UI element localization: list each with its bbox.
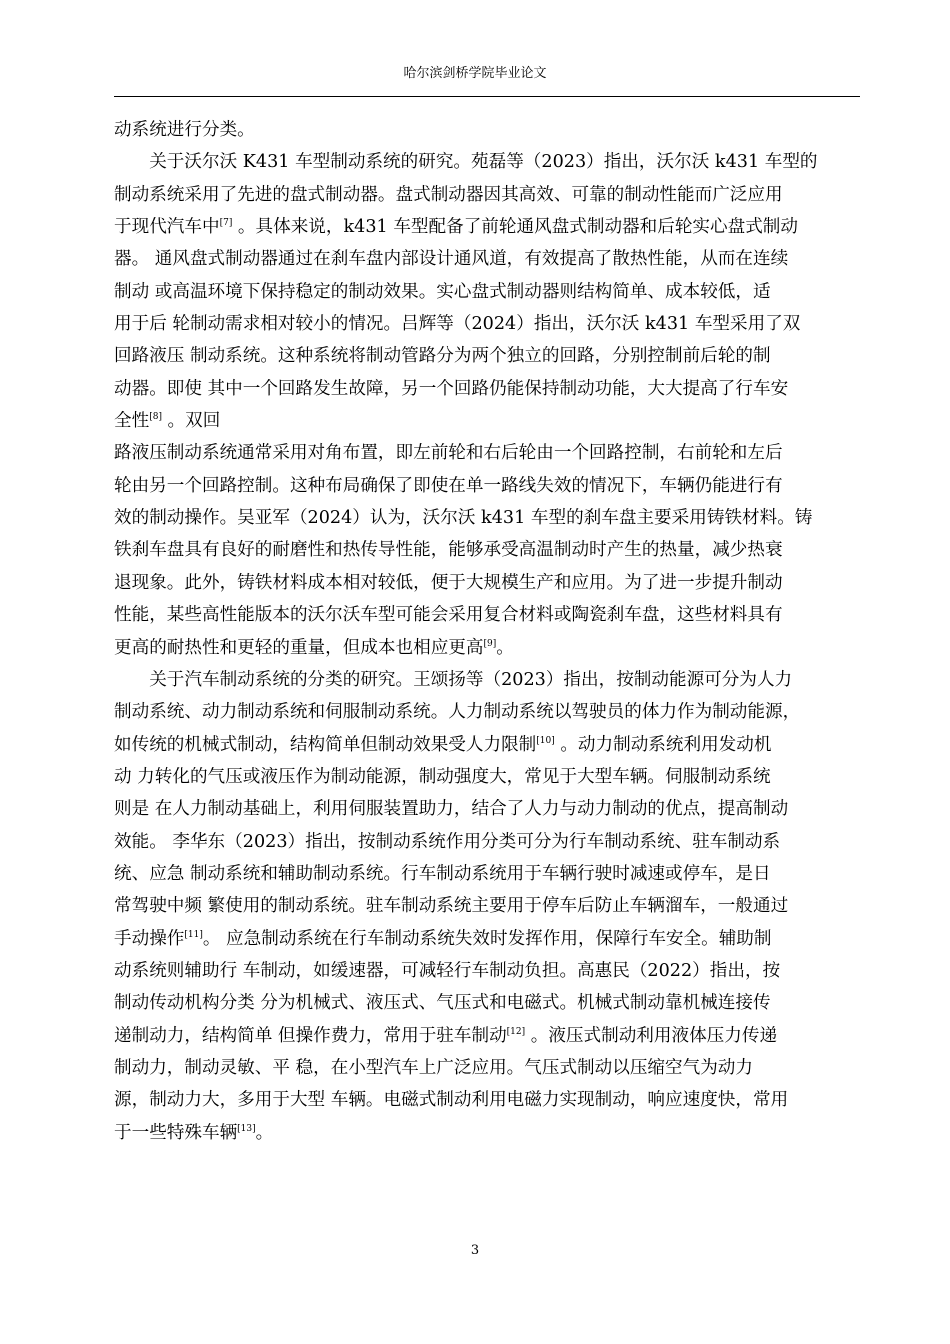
header-divider (114, 96, 860, 97)
text-line (114, 664, 864, 696)
text-line (114, 502, 864, 534)
text-line (114, 243, 864, 275)
line-text: 动器。即使 其中一个回路发生故障，另一个回路仍能保持制动功能，大大提高了行车安 (114, 378, 789, 399)
line-text: 则是 在人力制动基础上，利用伺服装置助力，结合了人力与动力制动的优点，提高制动 (114, 799, 789, 820)
text-line (114, 340, 864, 372)
line-text: 制动系统采用了先进的盘式制动器。盘式制动器因其高效、可靠的制动性能而广泛应用 (114, 184, 783, 205)
line-text-continued: 。 (496, 637, 514, 658)
citation-marker: [9] (483, 638, 497, 649)
citation-marker: [13] (237, 1123, 256, 1134)
line-text: 铁刹车盘具有良好的耐磨性和热传导性能，能够承受高温制动时产生的热量，减少热衰 (114, 540, 783, 561)
line-text-continued: 。 (255, 1122, 274, 1143)
text-line (114, 955, 864, 987)
citation-marker: [11] (184, 929, 203, 940)
text-line (114, 599, 864, 631)
text-line (114, 1084, 864, 1116)
text-line (114, 276, 864, 308)
line-text-continued: 。具体来说，k431 车型配备了前轮通风盘式制动器和后轮实心盘式制动 (232, 217, 798, 238)
line-text: 关于沃尔沃 K431 车型制动系统的研究。苑磊等（2023）指出，沃尔沃 k431 车型的 (114, 152, 818, 173)
line-text: 制动力，制动灵敏、平 稳，在小型汽车上广泛应用。气压式制动以压缩空气为动力 (114, 1057, 753, 1078)
line-text: 更高的耐热性和更轻的重量，但成本也相应更高 (114, 637, 484, 658)
line-text: 回路液压 制动系统。这种系统将制动管路分为两个独立的回路，分别控制前后轮的制 (114, 346, 771, 367)
text-line (114, 211, 864, 243)
citation-marker: [12] (506, 1026, 526, 1037)
text-line (114, 793, 864, 825)
line-text: 动 力转化的气压或液压作为制动能源，制动强度大，常见于大型车辆。伺服制动系统 (114, 766, 771, 787)
line-text: 动系统进行分类。 (114, 120, 255, 140)
page-number: 3 (470, 1243, 480, 1258)
citation-marker: [8] (149, 412, 162, 423)
text-line (114, 373, 864, 405)
line-text-continued: 。液压式制动利用液体压力传递 (525, 1025, 778, 1046)
line-text: 源，制动力大，多用于大型 车辆。电磁式制动利用电磁力实现制动，响应速度快，常用 (114, 1090, 789, 1111)
text-line (114, 729, 864, 761)
text-line (114, 858, 864, 890)
line-text: 制动系统、动力制动系统和伺服制动系统。人力制动系统以驾驶员的体力作为制动能源， (114, 702, 801, 723)
line-text: 性能，某些高性能版本的沃尔沃车型可能会采用复合材料或陶瓷刹车盘，这些材料具有 (114, 605, 783, 626)
line-text-continued: 。 应急制动系统在行车制动系统失效时发挥作用，保障行车安全。辅助制 (202, 928, 772, 949)
line-text: 递制动力，结构简单 但操作费力，常用于驻车制动 (114, 1025, 507, 1046)
line-text: 用于后 轮制动需求相对较小的情况。吕辉等（2024）指出，沃尔沃 k431 车型采用了双 (114, 314, 801, 335)
text-line (114, 987, 864, 1019)
line-text: 制动传动机构分类 分为机械式、液压式、气压式和电磁式。机械式制动靠机械连接传 (114, 993, 771, 1014)
text-line (114, 114, 864, 146)
text-line (114, 632, 864, 664)
line-text: 手动操作 (114, 928, 185, 949)
line-text: 于一些特殊车辆 (114, 1122, 238, 1143)
text-line (114, 534, 864, 566)
text-line (114, 437, 864, 469)
text-line (114, 761, 864, 793)
line-text: 关于汽车制动系统的分类的研究。王颂扬等（2023）指出，按制动能源可分为人力 (114, 669, 793, 690)
text-line (114, 890, 864, 922)
line-text-continued: 。双回 (161, 411, 221, 432)
text-line (114, 470, 864, 502)
line-text: 效能。 李华东（2023）指出，按制动系统作用分类可分为行车制动系统、驻车制动系 (114, 831, 781, 852)
line-text: 全性 (114, 411, 150, 432)
text-line (114, 405, 864, 437)
citation-marker: [7] (219, 218, 233, 229)
text-line (114, 1052, 864, 1084)
text-line (114, 1020, 864, 1052)
line-text: 如传统的机械式制动，结构简单但制动效果受人力限制 (114, 734, 537, 755)
line-text: 退现象。此外，铸铁材料成本相对较低，便于大规模生产和应用。为了进一步提升制动 (114, 572, 783, 593)
line-text: 轮由另一个回路控制。这种布局确保了即使在单一路线失效的情况下，车辆仍能进行有 (114, 475, 783, 496)
line-text: 制动 或高温环境下保持稳定的制动效果。实心盘式制动器则结构简单、成本较低，适 (114, 281, 771, 302)
text-line (114, 696, 864, 728)
text-line (114, 1117, 864, 1149)
line-text: 路液压制动系统通常采用对角布置，即左前轮和右后轮由一个回路控制，右前轮和左后 (114, 443, 783, 464)
text-line (114, 826, 864, 858)
body-text (114, 114, 864, 1149)
line-text: 动系统则辅助行 车制动，如缓速器，可减轻行车制动负担。高惠民（2022）指出，按 (114, 960, 781, 981)
line-text: 效的制动操作。吴亚军（2024）认为，沃尔沃 k431 车型的刹车盘主要采用铸铁材料。铸 (114, 508, 813, 529)
text-line (114, 179, 864, 211)
text-line (114, 308, 864, 340)
text-line (114, 146, 864, 178)
line-text: 常驾驶中频 繁使用的制动系统。驻车制动系统主要用于停车后防止车辆溜车，一般通过 (114, 896, 789, 917)
line-text: 于现代汽车中 (114, 217, 220, 238)
line-text: 统、应急 制动系统和辅助制动系统。行车制动系统用于车辆行驶时减速或停车，是日 (114, 863, 771, 884)
running-header: 哈尔滨剑桥学院毕业论文 (403, 66, 547, 81)
line-text-continued: 。动力制动系统利用发动机 (554, 734, 772, 755)
line-text: 器。 通风盘式制动器通过在刹车盘内部设计通风道，有效提高了散热性能，从而在连续 (114, 249, 789, 270)
text-line (114, 923, 864, 955)
text-line (114, 567, 864, 599)
citation-marker: [10] (536, 735, 555, 746)
